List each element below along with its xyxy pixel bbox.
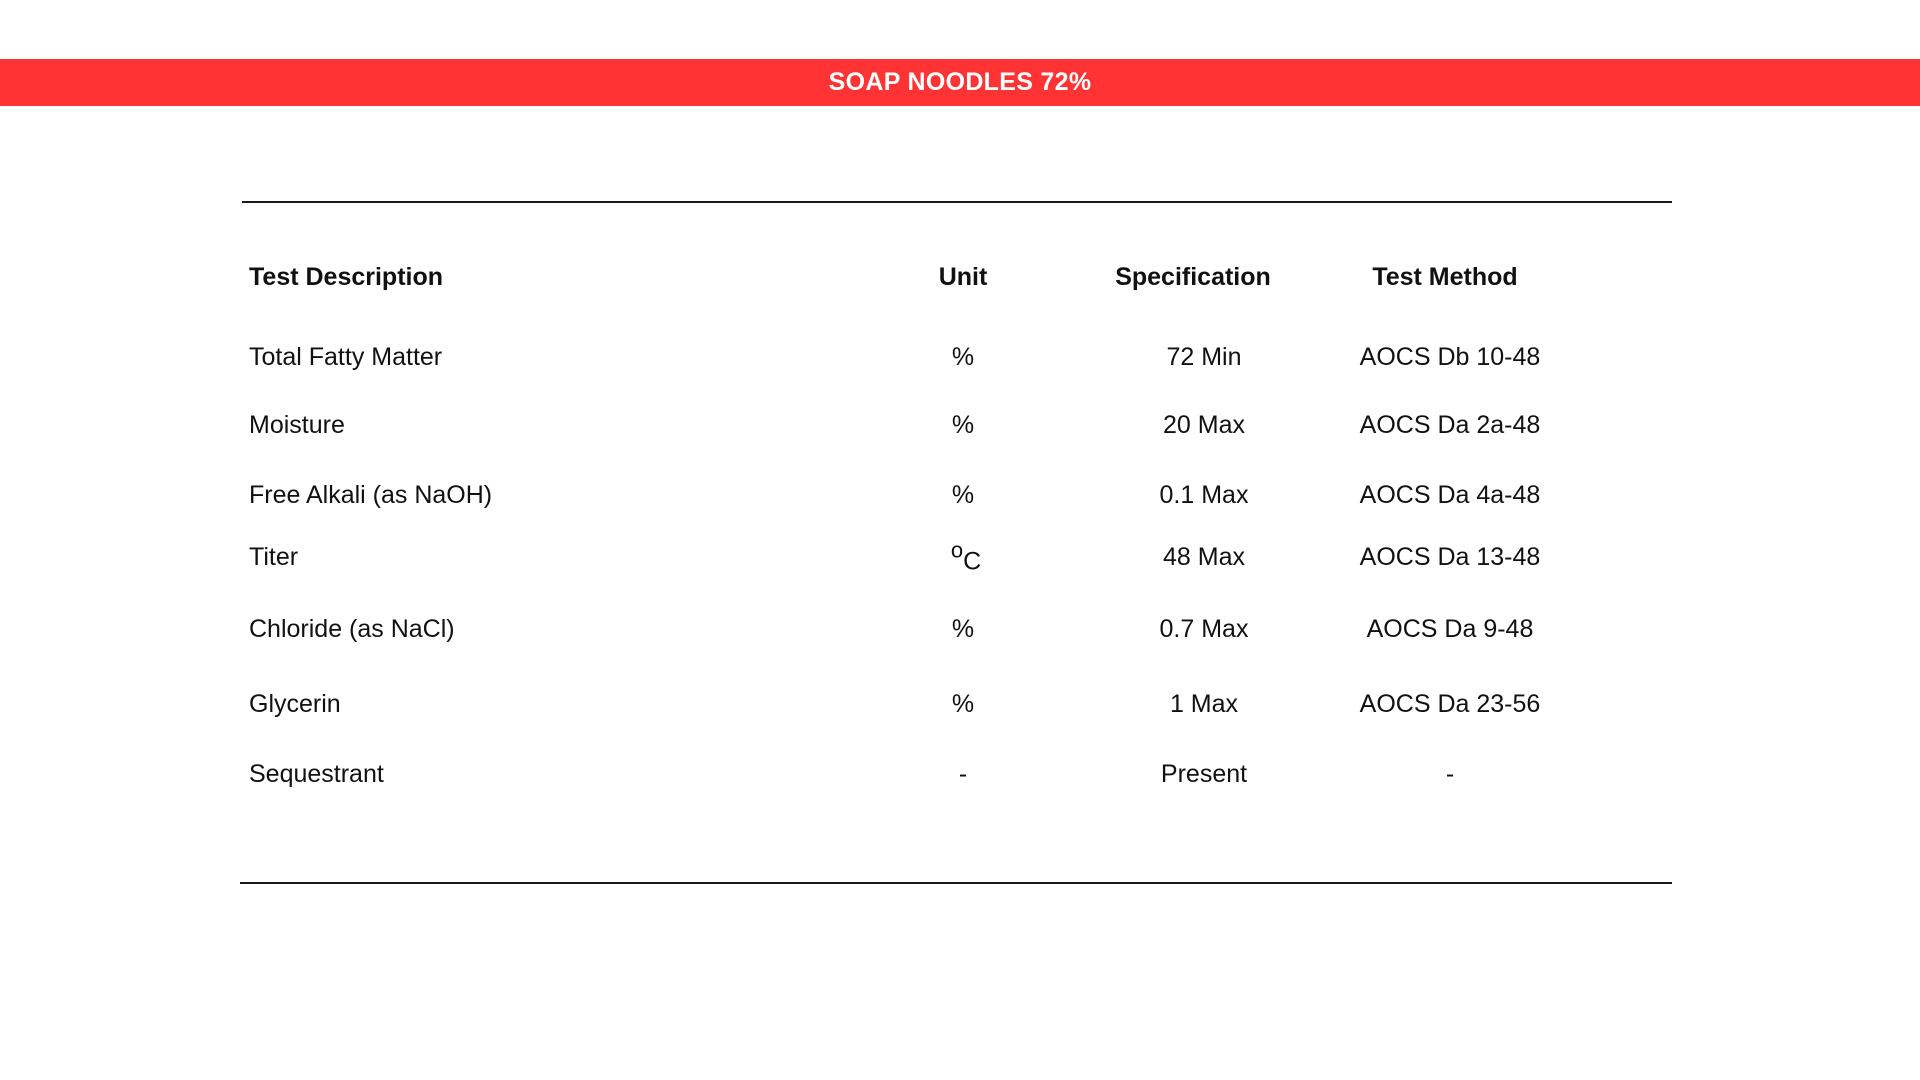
row-description: Sequestrant xyxy=(249,760,384,788)
table-bottom-rule xyxy=(240,882,1672,884)
header-test-description: Test Description xyxy=(249,263,444,291)
row-specification: 20 Max xyxy=(1163,411,1245,439)
title-bar xyxy=(0,59,1920,106)
row-test-method: AOCS Da 2a-48 xyxy=(1359,411,1541,439)
row-test-method: AOCS Da 23-56 xyxy=(1359,690,1541,718)
row-description: Glycerin xyxy=(249,690,341,718)
row-unit: - xyxy=(958,760,968,788)
row-description: Free Alkali (as NaOH) xyxy=(249,481,493,509)
row-unit: % xyxy=(951,411,975,439)
page-title: SOAP NOODLES 72% xyxy=(828,68,1092,96)
row-unit: % xyxy=(951,615,975,643)
header-specification: Specification xyxy=(1115,263,1271,291)
celsius-letter: C xyxy=(963,547,982,576)
row-unit: % xyxy=(951,343,975,371)
row-test-method: AOCS Da 13-48 xyxy=(1359,543,1541,571)
row-description: Titer xyxy=(249,543,299,571)
row-specification: 72 Min xyxy=(1166,343,1242,371)
degree-symbol: o xyxy=(950,537,964,563)
row-specification: 0.1 Max xyxy=(1159,481,1249,509)
row-test-method: - xyxy=(1445,760,1455,788)
row-test-method: AOCS Da 9-48 xyxy=(1366,615,1534,643)
row-specification: 48 Max xyxy=(1163,543,1245,571)
table-top-rule xyxy=(242,201,1672,203)
row-unit: % xyxy=(951,690,975,718)
row-specification: Present xyxy=(1160,760,1248,788)
row-description: Chloride (as NaCl) xyxy=(249,615,455,643)
row-description: Moisture xyxy=(249,411,345,439)
row-unit: % xyxy=(951,481,975,509)
header-test-method: Test Method xyxy=(1372,263,1518,291)
row-description: Total Fatty Matter xyxy=(249,343,443,371)
row-unit-degree-celsius xyxy=(950,537,982,576)
row-test-method: AOCS Da 4a-48 xyxy=(1359,481,1541,509)
row-specification: 0.7 Max xyxy=(1159,615,1249,643)
header-unit: Unit xyxy=(938,263,988,291)
row-test-method: AOCS Db 10-48 xyxy=(1359,343,1541,371)
row-specification: 1 Max xyxy=(1169,690,1239,718)
